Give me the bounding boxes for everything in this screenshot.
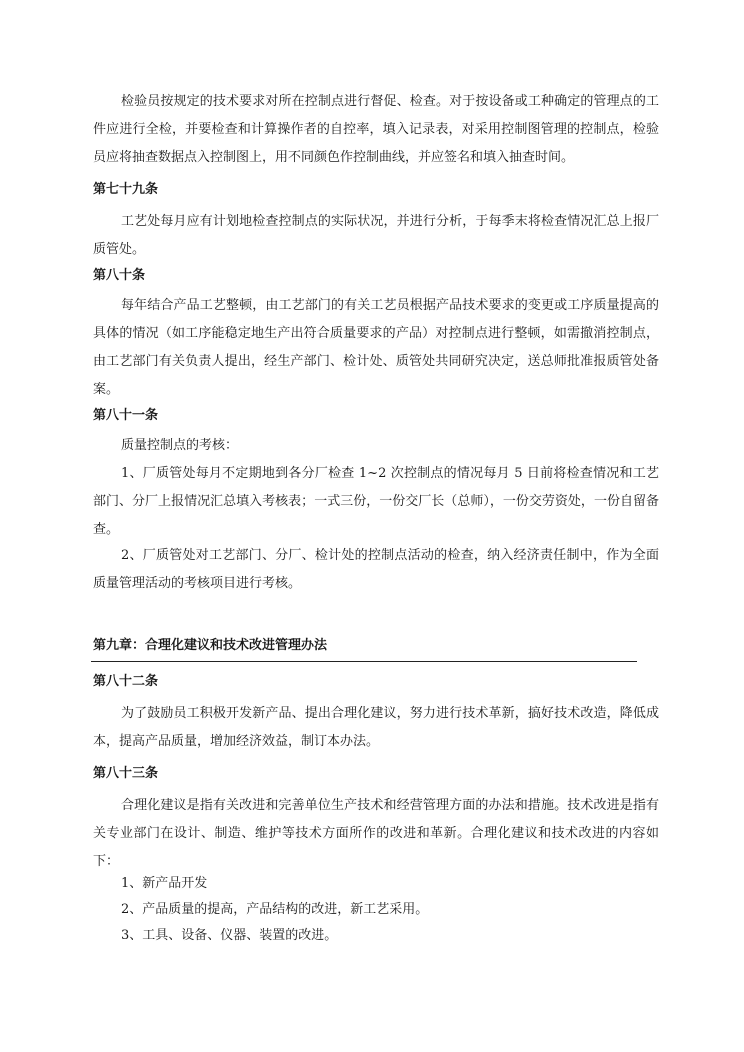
article-80-heading: 第八十条: [93, 268, 146, 283]
chapter-divider: [91, 661, 637, 662]
article-80-text: 每年结合产品工艺整顿，由工艺部门的有关工艺员根据产品技术要求的变更或工序质量提高的具体的情况（如工序能稳定地生产出符合质量要求的产品）对控制点进行整顿，如需撤消控制点，由工艺部门有关负责人提出，经生产部门、检计处、质管处共同研究决定，送总师批准报质管处备案。: [93, 298, 659, 397]
article-81-intro: 质量控制点的考核：: [121, 438, 239, 453]
article-79-text: 工艺处每月应有计划地检查控制点的实际状况，并进行分析，于每季末将检查情况汇总上报厂质管处。: [93, 214, 659, 257]
article-81-heading: 第八十一条: [93, 408, 159, 423]
list-item-2: 2、产品质量的提高，产品结构的改进，新工艺采用。: [121, 902, 429, 917]
article-83-heading: 第八十三条: [93, 766, 159, 781]
list-item-3: 3、工具、设备、仪器、装置的改进。: [121, 928, 338, 943]
article-79-heading: 第七十九条: [93, 182, 159, 197]
paragraph-inspection: 检验员按规定的技术要求对所在控制点进行督促、检查。对于按设备或工种确定的管理点的工件应进行全检，并要检查和计算操作者的自控率，填入记录表，对采用控制图管理的控制点，检验员应将抽查数据点入控制图上，用不同颜色作控制曲线，并应签名和填入抽查时间。: [93, 94, 659, 165]
article-82-heading: 第八十二条: [93, 674, 159, 689]
list-item-1: 1、新产品开发: [121, 876, 208, 891]
article-83-text: 合理化建议是指有关改进和完善单位生产技术和经营管理方面的办法和措施。技术改进是指有关专业部门在设计、制造、维护等技术方面所作的改进和革新。合理化建议和技术改进的内容如下：: [93, 798, 659, 869]
article-81-item-2: 2、厂质管处对工艺部门、分厂、检计处的控制点活动的检查，纳入经济责任制中，作为全面质量管理活动的考核项目进行考核。: [93, 548, 659, 591]
chapter-9-title: 第九章：合理化建议和技术改进管理办法: [93, 638, 328, 653]
article-82-text: 为了鼓励员工积极开发新产品、提出合理化建议，努力进行技术革新，搞好技术改造，降低成本，提高产品质量，增加经济效益，制订本办法。: [93, 706, 659, 749]
article-81-item-1: 1、厂质管处每月不定期地到各分厂检查 1~2 次控制点的情况每月 5 日前将检查情况和工艺部门、分厂上报情况汇总填入考核表；一式三份，一份交厂长（总师），一份交劳资处，一份自留备查。: [93, 466, 659, 537]
